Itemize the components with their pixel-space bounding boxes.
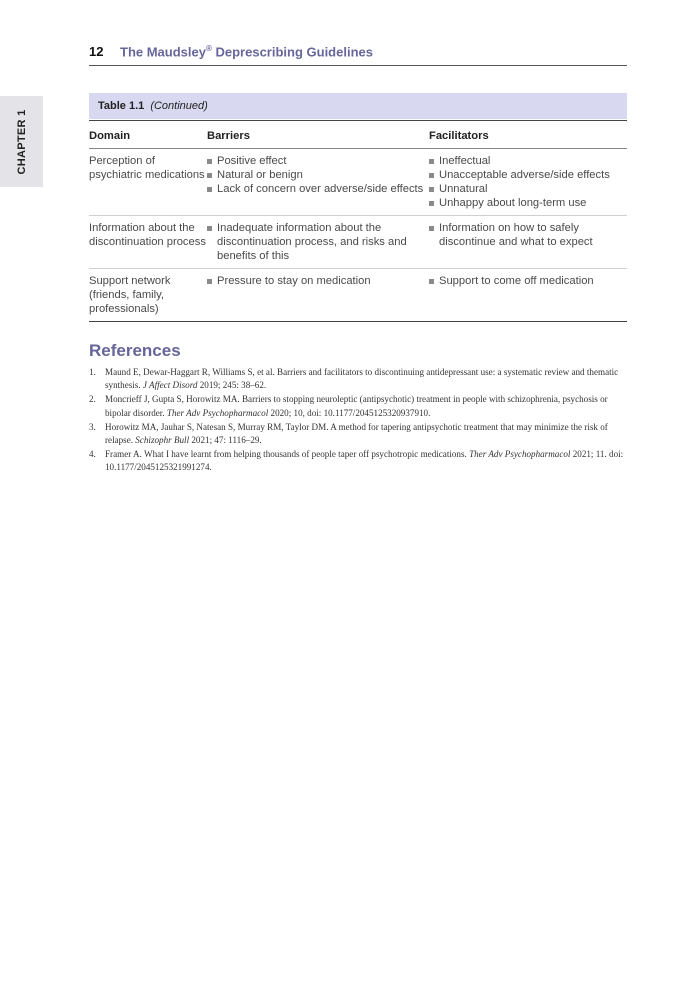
facilitators-cell <box>429 216 627 269</box>
domain-cell: Perception of psychiatric medications <box>89 149 207 216</box>
reference-number: 2. <box>89 394 96 405</box>
book-title <box>120 44 373 59</box>
references-list <box>89 366 627 476</box>
facilitators-cell <box>429 269 627 322</box>
bullet-item: Natural or benign <box>207 168 429 182</box>
reference-item <box>89 393 627 419</box>
bullet-item: Inadequate information about the discontinuation process, and risks and benefits of this <box>207 221 429 263</box>
bullet-item: Unhappy about long-term use <box>429 196 627 210</box>
barriers-cell <box>207 269 429 322</box>
reference-citation: 2021; 47: 1116–29. <box>189 435 262 446</box>
table-row <box>89 269 627 322</box>
reference-text: Maund E, Dewar-Haggart R, Williams S, et al. Barriers and facilitators to discontinuing antidepressant use: a systematic review and thematic synthesis. <box>105 367 619 391</box>
references-heading: References <box>89 341 181 360</box>
barriers-cell <box>207 149 429 216</box>
reference-citation: 2019; 245: 38–62. <box>197 380 267 391</box>
bullet-item: Lack of concern over adverse/side effects <box>207 182 429 196</box>
reference-citation: 2021; 11. doi: 10.1177/2045125321991274. <box>105 449 624 473</box>
table-caption <box>89 93 627 119</box>
table-row <box>89 216 627 269</box>
reference-journal: Schizophr Bull <box>135 435 190 446</box>
reference-journal: Ther Adv Psychopharmacol <box>469 449 571 460</box>
bullet-item: Ineffectual <box>429 154 627 168</box>
reference-text: Framer A. What I have learnt from helping thousands of people taper off psychotropic medications. <box>105 449 470 460</box>
domain-cell: Information about the discontinuation process <box>89 216 207 269</box>
header-domain: Domain <box>89 121 207 149</box>
reference-citation: 2020; 10, doi: 10.1177/2045125320937910. <box>268 407 431 418</box>
bullet-item: Information on how to safely discontinue and what to expect <box>429 221 627 249</box>
reference-text: Moncrieff J, Gupta S, Horowitz MA. Barriers to stopping neuroleptic (antipsychotic) treatment in people with schizophrenia, psychosis or bipolar disorder. <box>105 394 608 418</box>
facilitators-cell <box>429 149 627 216</box>
table-row <box>89 149 627 216</box>
bullet-item: Unacceptable adverse/side effects <box>429 168 627 182</box>
bullet-item: Support to come off medication <box>429 274 627 288</box>
bullet-item: Positive effect <box>207 154 429 168</box>
reference-item <box>89 366 627 392</box>
table-caption-continued: (Continued) <box>150 100 208 112</box>
domain-cell: Support network (friends, family, professionals) <box>89 269 207 322</box>
reference-number: 3. <box>89 421 96 432</box>
reference-number: 4. <box>89 449 96 460</box>
bullet-item: Unnatural <box>429 182 627 196</box>
running-head <box>89 44 627 66</box>
header-barriers: Barriers <box>207 121 429 149</box>
reference-text: Horowitz MA, Jauhar S, Natesan S, Murray RM, Taylor DM. A method for tapering antipsychotic treatment that may minimize the risk of relapse. <box>105 421 608 446</box>
book-title-rest: Deprescribing Guidelines <box>211 44 373 60</box>
header-facilitators: Facilitators <box>429 121 627 149</box>
barriers-facilitators-table <box>89 120 627 322</box>
chapter-tab <box>0 96 43 187</box>
barriers-cell <box>207 216 429 269</box>
registered-mark: ® <box>205 44 212 53</box>
reference-number: 1. <box>89 367 96 377</box>
chapter-tab-label: CHAPTER 1 <box>15 108 28 175</box>
table-caption-number: Table 1.1 <box>98 100 145 112</box>
page-number: 12 <box>89 44 104 59</box>
reference-journal: Ther Adv Psychopharmacol <box>166 407 269 418</box>
reference-item <box>89 448 627 474</box>
book-title-main: The Maudsley <box>120 44 206 60</box>
reference-journal: J Affect Disord <box>142 380 198 391</box>
reference-item <box>89 421 627 447</box>
bullet-item: Pressure to stay on medication <box>207 274 429 288</box>
table-header-row <box>89 121 627 149</box>
